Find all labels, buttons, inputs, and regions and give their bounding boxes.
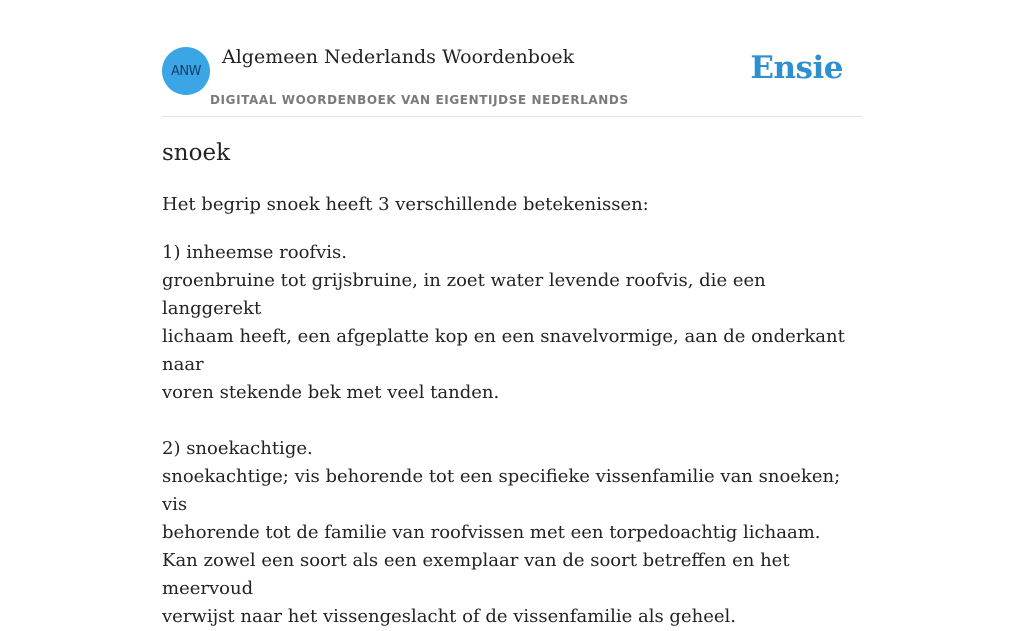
ensie-brand-link[interactable]: Ensie	[750, 50, 843, 86]
anw-logo[interactable]	[162, 47, 210, 95]
meanings-list	[162, 239, 862, 631]
meaning-line: behorende tot de familie van roofvissen met een torpedoachtig lichaam.	[162, 522, 821, 543]
entry-word-title: snoek	[162, 140, 231, 166]
meaning-line: Kan zowel een soort als een exemplaar van de soort betreffen en het meervoud	[162, 550, 790, 599]
meaning-item	[162, 435, 862, 631]
meaning-line: verwijst naar het vissengeslacht of de vissenfamilie als geheel.	[162, 606, 736, 627]
meaning-line: groenbruine tot grijsbruine, in zoet water levende roofvis, die een langgerekt	[162, 270, 766, 319]
site-title[interactable]: Algemeen Nederlands Woordenboek	[222, 46, 575, 68]
site-subtitle: DIGITAAL WOORDENBOEK VAN EIGENTIJDSE NEDERLANDS	[210, 93, 629, 107]
meaning-heading: 2) snoekachtige.	[162, 438, 313, 459]
meaning-line: voren stekende bek met veel tanden.	[162, 382, 500, 403]
anw-logo-text: ANW	[171, 63, 201, 79]
entry-intro: Het begrip snoek heeft 3 verschillende betekenissen:	[162, 194, 649, 215]
meaning-heading: 1) inheemse roofvis.	[162, 242, 347, 263]
meaning-item	[162, 239, 862, 407]
site-header	[162, 0, 862, 117]
meaning-line: lichaam heeft, een afgeplatte kop en een snavelvormige, aan de onderkant naar	[162, 326, 845, 375]
meaning-line: snoekachtige; vis behorende tot een specifieke vissenfamilie van snoeken; vis	[162, 466, 841, 515]
page-container	[162, 0, 862, 627]
